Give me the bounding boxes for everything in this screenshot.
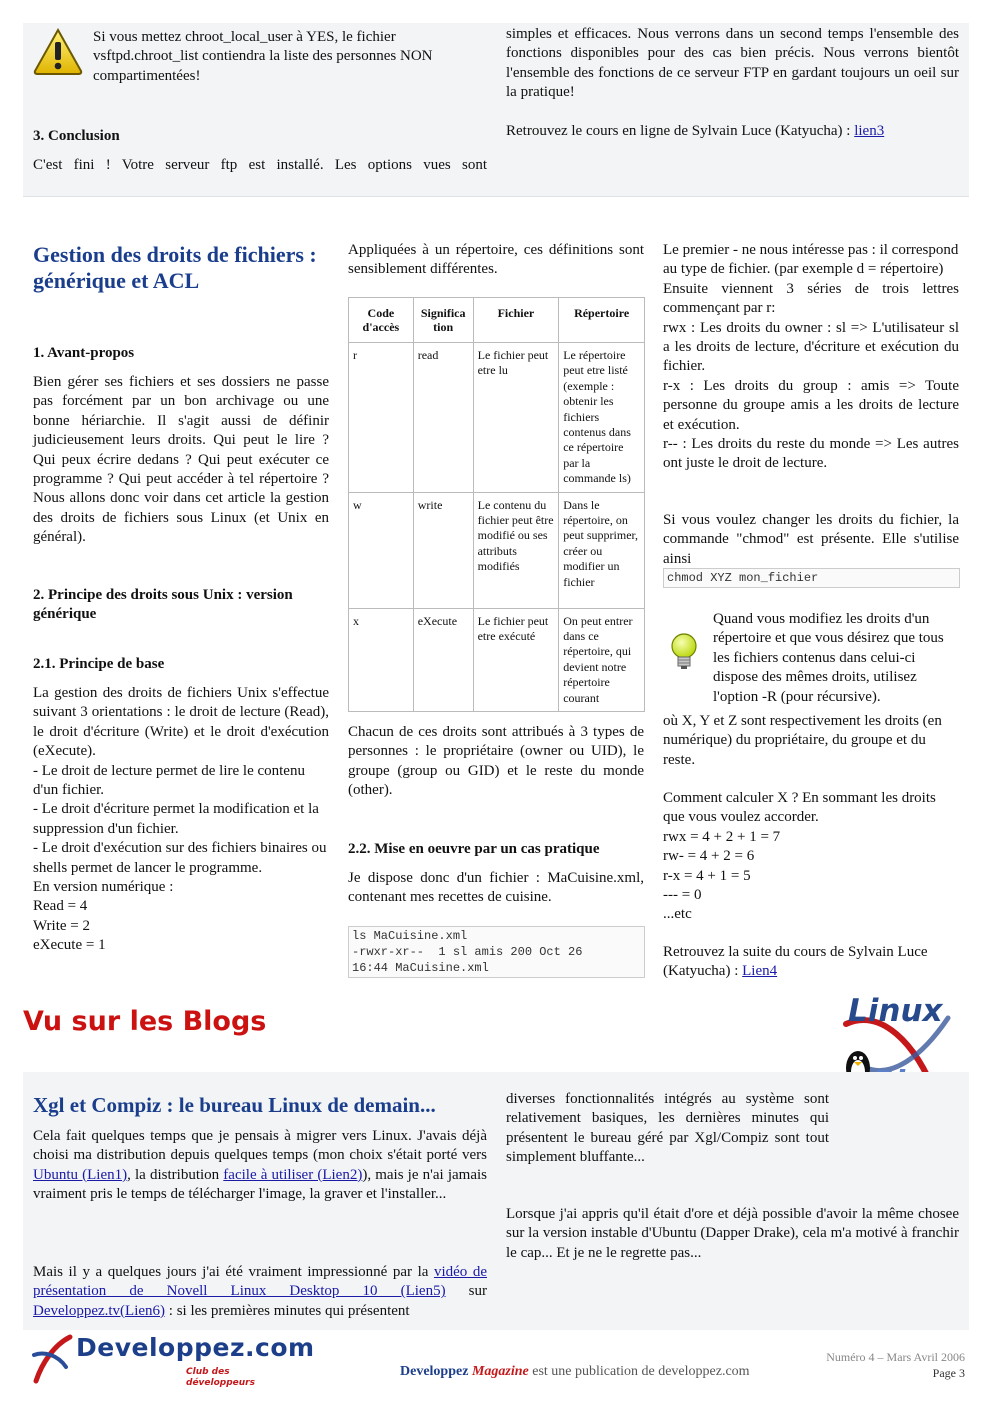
blog-p1-text-c: ), mais je n'ai jamais vraiment pris le temps de télécharger l'image, la graver et l'installer... <box>33 1166 487 1203</box>
paragraph-rx: r-x : Les droits du group : amis => Toute personne du groupe amis a les droits de lecture et exécution. <box>663 377 959 433</box>
pub-rest: est une publication de developpez.com <box>528 1364 750 1379</box>
course-link[interactable]: lien3 <box>854 123 885 139</box>
logo-main-text: Developpez.com <box>76 1333 315 1362</box>
blog-paragraph-3: diverses fonctionnalités intégrés au système sont relativement basiques, les dernières minutes qui présentent le bureau géré par Xgl/Compiz sont tout simplement bluffante... <box>506 1091 829 1166</box>
paragraph-read-right: - Le droit de lecture permet de lire le contenu d'un fichier. <box>33 762 305 799</box>
easy-to-use-link[interactable]: facile à utiliser (Lien2) <box>223 1166 363 1183</box>
paragraph-write-right: - Le droit d'écriture permet la modification et la suppression d'un fichier. <box>33 801 319 837</box>
blogs-section-heading: Vu sur les Blogs <box>23 1006 267 1037</box>
conclusion-text: C'est fini ! Votre serveur ftp est installé. Les options vues sont <box>33 157 487 173</box>
issue-label: Numéro 4 – Mars Avril 2006 <box>826 1350 965 1364</box>
ubuntu-link[interactable]: Ubuntu (Lien1) <box>33 1166 128 1183</box>
warning-icon <box>32 27 84 77</box>
article-title: Gestion des droits de fichiers : générique et ACL <box>33 242 317 293</box>
calc-rwx: rwx = 4 + 2 + 1 = 7 <box>663 828 781 845</box>
calc-rx: r-x = 4 + 1 = 5 <box>663 867 751 884</box>
blog-p1-text-a: Cela fait quelques temps que je pensais à migrer vers Linux. J'avais déjà choisi ma distribution depuis quelques temps (mon choix s'était porté vers <box>33 1128 487 1164</box>
pub-magazine: Magazine <box>471 1364 529 1379</box>
heading-avant-propos: 1. Avant-propos <box>33 345 135 361</box>
code-line: 16:44 MaCuisine.xml <box>352 961 489 975</box>
calc-block <box>663 789 959 925</box>
principe-base-block <box>33 684 329 956</box>
numeric-version-label: En version numérique : <box>33 879 174 896</box>
paragraph-chmod: Si vous voulez changer les droits du fichier, la commande "chmod" est présente. Elle s'utilise ainsi <box>663 512 959 567</box>
paragraph-calc: Comment calculer X ? En sommant les droits que vous voulez accorder. <box>663 790 936 826</box>
table-cell: r <box>349 343 414 493</box>
rights-table-wrapper <box>348 297 645 712</box>
table-header-code: Code d'accès <box>349 298 414 343</box>
calc-none: --- = 0 <box>663 887 702 904</box>
paragraph-first-char: Le premier - ne nous intéresse pas : il correspond au type de fichier. (par exemple d = répertoire) <box>663 242 959 278</box>
table-header-file: Fichier <box>473 298 559 343</box>
paragraph-xyz: où X, Y et Z sont respectivement les droits (en numérique) du propriétaire, du groupe et du reste. <box>663 713 942 768</box>
paragraph-orientations: La gestion des droits de fichiers Unix s'effectue suivant 3 orientations : le droit de lecture (Read), le droit d'écriture (Write) et le droit d'exécution (eXecute). <box>33 685 329 760</box>
table-cell: Le contenu du fichier peut être modifié ou ses attributs modifiés <box>473 492 559 608</box>
conclusion-heading: 3. Conclusion <box>33 128 120 144</box>
top-right-text: simples et efficaces. Nous verrons dans un second temps l'ensemble des fonctions disponibles pour des cas bien précis. Nous verrons bientôt l'ensemble des fonctions de ce serveur FTP en gardant toujours un oeil sur la pratique! <box>506 26 959 101</box>
blog-p2-text-a: Mais il y a quelques jours j'ai été vraiment impressionné par la <box>33 1264 434 1280</box>
table-cell: write <box>413 492 473 608</box>
code-ls <box>348 926 645 978</box>
table-row <box>349 608 645 711</box>
warning-note: Si vous mettez chroot_local_user à YES, le fichier vsftpd.chroot_list contiendra la liste des personnes NON compartimentées! <box>93 29 433 84</box>
paragraph-series: Ensuite viennent 3 séries de trois lettres commençant par r: <box>663 280 959 317</box>
blog-paragraph-4: Lorsque j'ai appris qu'il était d'ore et déjà possible d'avoir la même chosee sur la version instable d'Ubuntu (Dapper Drake), cela m'a motivé à franchir le cap... Et je ne le regrette pas... <box>506 1206 959 1261</box>
heading-practice: 2.2. Mise en oeuvre par un cas pratique <box>348 841 600 857</box>
pub-name: Developpez <box>400 1364 469 1379</box>
paragraph-execute-right: - Le droit d'exécution sur des fichiers binaires ou shells permet de lancer le programme. <box>33 840 327 876</box>
developpez-logo <box>30 1333 315 1388</box>
blog-p1-text-b: , la distribution <box>127 1166 224 1183</box>
table-cell: Le fichier peut etre lu <box>473 343 559 493</box>
blog-paragraph-1 <box>33 1127 487 1205</box>
blog-p2-text-c: : si les premières minutes qui présentent <box>165 1302 410 1319</box>
calc-etc: ...etc <box>663 906 692 923</box>
heading-principe-base: 2.1. Principe de base <box>33 656 165 672</box>
developpez-tv-link[interactable]: Developpez.tv(Lien6) <box>33 1302 166 1319</box>
paragraph-avant-propos: Bien gérer ses fichiers et ses dossiers ne passe pas forcément par un bon archivage ou une bonne hériarchie. Il s'agit aussi de définir judicieusement leurs droits. Qui peut le lire ? Qui peux écrire dedans ? Qui peut exécuter ce programme ? Qui peut accéder à tel répertoire ? Nous allons donc voir dans cet article la gestion des droits de fichiers sous Linux (et Unix en général). <box>33 374 329 546</box>
table-cell: Le répertoire peut etre listé (exemple : obtenir les fichiers contenus dans ce répertoire par la commande ls) <box>559 343 645 493</box>
table-cell: eXecute <box>413 608 473 711</box>
numeric-read: Read = 4 <box>33 898 88 915</box>
suite-link[interactable]: Lien4 <box>742 963 778 980</box>
developpez-swoosh-icon <box>30 1333 74 1385</box>
paragraph-persons: Chacun de ces droits sont attribués à 3 types de personnes : le propriétaire (owner ou UID), le groupe (group ou GID) et le reste du monde (other). <box>348 724 644 799</box>
logo-sub-text: Club des développeurs <box>186 1367 255 1388</box>
table-header-row <box>349 298 645 343</box>
logo-text-linux: Linux <box>848 993 943 1029</box>
heading-principe-droits: 2. Principe des droits sous Unix : version générique <box>33 587 293 623</box>
table-cell: Dans le répertoire, on peut supprimer, créer ou modifier un fichier <box>559 492 645 608</box>
table-header-directory: Répertoire <box>559 298 645 343</box>
code-chmod: chmod XYZ mon_fichier <box>663 568 960 588</box>
table-cell: Le fichier peut etre exécuté <box>473 608 559 711</box>
table-cell: On peut entrer dans ce répertoire, qui devient notre répertoire courant <box>559 608 645 711</box>
course-link-line <box>506 122 959 141</box>
table-cell: read <box>413 343 473 493</box>
col3-block-a <box>663 241 959 474</box>
suite-prefix: Retrouvez la suite du cours de Sylvain Luce (Katyucha) : <box>663 944 928 980</box>
publication-line <box>400 1362 750 1381</box>
paragraph-practice: Je dispose donc d'un fichier : MaCuisine.xml, contenant mes recettes de cuisine. <box>348 870 644 906</box>
blog-post-title: Xgl et Compiz : le bureau Linux de demain... <box>33 1093 436 1117</box>
suite-line <box>663 943 959 982</box>
code-line: -rwxr-xr-- 1 sl amis 200 Oct 26 <box>352 945 583 959</box>
table-cell: w <box>349 492 414 608</box>
course-link-prefix: Retrouvez le cours en ligne de Sylvain Luce (Katyucha) : <box>506 123 855 139</box>
code-line: ls MaCuisine.xml <box>352 929 468 943</box>
tip-text: Quand vous modifiez les droits d'un répertoire et que vous désirez que tous les fichiers contenus dans celui-ci dispose des mêmes droits, utilisez l'option -R (pour récursive). <box>713 611 944 705</box>
paragraph-applied-directory: Appliquées à un répertoire, ces définitions sont sensiblement différentes. <box>348 242 644 278</box>
page-number: Page 3 <box>932 1366 965 1380</box>
numeric-write: Write = 2 <box>33 917 91 934</box>
rights-table <box>348 297 645 712</box>
table-row <box>349 343 645 493</box>
blog-paragraph-2 <box>33 1263 487 1321</box>
paragraph-r: r-- : Les droits du reste du monde => Les autres ont juste le droit de lecture. <box>663 436 959 472</box>
paragraph-rwx: rwx : Les droits du owner : sl => L'utilisateur sl a les droits de lecture, d'écriture et exécution du fichier. <box>663 319 959 375</box>
table-header-meaning: Significa tion <box>413 298 473 343</box>
top-divider <box>23 196 969 197</box>
blog-p2-text-b: sur <box>445 1283 487 1300</box>
table-row <box>349 492 645 608</box>
lightbulb-icon <box>667 632 701 676</box>
numeric-execute: eXecute = 1 <box>33 937 106 954</box>
table-cell: x <box>349 608 414 711</box>
calc-rw: rw- = 4 + 2 = 6 <box>663 848 755 865</box>
novell-video-link[interactable]: vidéo de présentation de Novell Linux Desktop 10 (Lien5) <box>33 1264 487 1300</box>
